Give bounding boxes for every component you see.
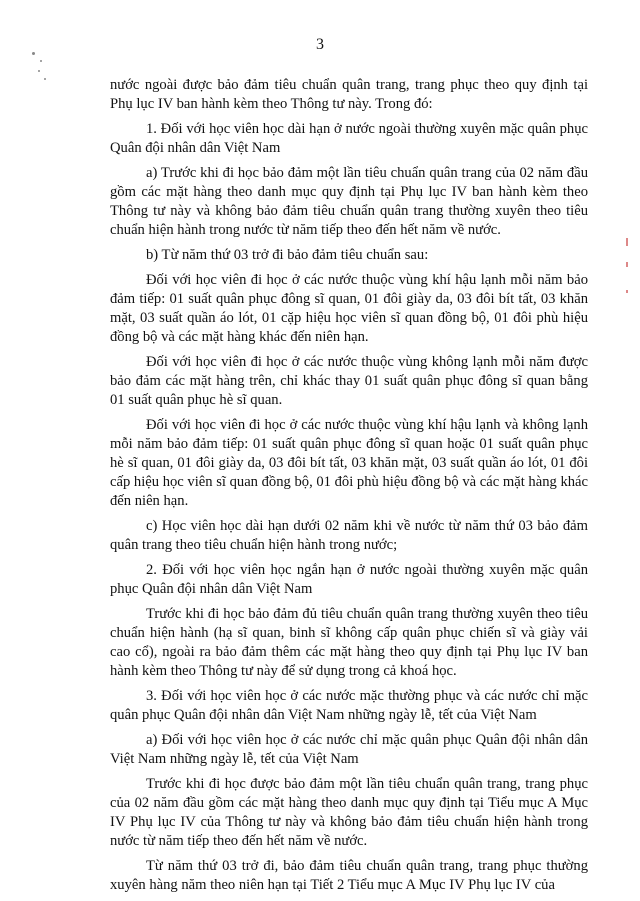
scan-speck xyxy=(32,52,35,55)
paragraph: Đối với học viên đi học ở các nước thuộc vùng khí hậu lạnh mỗi năm bảo đảm tiếp: 01 suất quân phục đông sĩ quan, 01 đôi giày da, 03 đôi bít tất, 03 khăn mặt, 03 suất quần áo lót, 01 cặp hiệu học viên sĩ quan đồng bộ, 01 đôi phù hiệu đồng bộ và các mặt hàng khác đến niên hạn. xyxy=(110,272,588,345)
paragraph: Trước khi đi học bảo đảm đủ tiêu chuẩn quân trang thường xuyên theo tiêu chuẩn hiện hành (hạ sĩ quan, binh sĩ không cấp quân phục chiến sĩ và giày vải cao cổ), ngoài ra bảo đảm thêm các mặt hàng theo quy định tại Phụ lục IV ban hành kèm theo Thông tư này để sử dụng trong cả khoá học. xyxy=(110,606,588,679)
paragraph: b) Từ năm thứ 03 trở đi bảo đảm tiêu chuẩn sau: xyxy=(146,247,429,263)
paragraph: a) Đối với học viên học ở các nước chỉ mặc quân phục Quân đội nhân dân Việt Nam những ngày lễ, tết của Việt Nam xyxy=(110,732,588,767)
scan-speck xyxy=(44,78,46,80)
section-heading-1: 1. Đối với học viên học dài hạn ở nước ngoài thường xuyên mặc quân phục Quân đội nhân dân Việt Nam xyxy=(110,121,588,156)
section-heading-3: 3. Đối với học viên học ở các nước mặc thường phục và các nước chỉ mặc quân phục Quân đội nhân dân Việt Nam những ngày lễ, tết của Việt Nam xyxy=(110,688,588,723)
margin-mark xyxy=(626,290,628,293)
paragraph: c) Học viên học dài hạn dưới 02 năm khi về nước từ năm thứ 03 bảo đảm quân trang theo tiêu chuẩn hiện hành trong nước; xyxy=(110,518,588,553)
section-heading-2: 2. Đối với học viên học ngắn hạn ở nước ngoài thường xuyên mặc quân phục Quân đội nhân dân Việt Nam xyxy=(110,562,588,597)
paragraph: Trước khi đi học được bảo đảm một lần tiêu chuẩn quân trang, trang phục của 02 năm đầu gồm các mặt hàng theo danh mục quy định tại Tiểu mục A Mục IV Phụ lục IV của Thông tư này và không bảo đảm tiêu chuẩn hiện hành trong nước từ năm tiếp theo đến hết năm về nước. xyxy=(110,776,588,849)
document-body xyxy=(110,76,588,901)
margin-mark xyxy=(626,238,628,246)
paragraph: Đối với học viên đi học ở các nước thuộc vùng khí hậu lạnh và không lạnh mỗi năm bảo đảm tiếp: 01 suất quân phục đông sĩ quan hoặc 01 suất quân phục hè sĩ quan, 01 đôi giày da, 03 đôi bít tất, 03 khăn mặt, 03 suất quần áo lót, 01 đôi cấp hiệu học viên sĩ quan đồng bộ, 01 đôi phù hiệu đồng bộ và các mặt hàng khác đến niên hạn. xyxy=(110,417,588,509)
paragraph: nước ngoài được bảo đảm tiêu chuẩn quân trang, trang phục theo quy định tại Phụ lục IV ban hành kèm theo Thông tư này. Trong đó: xyxy=(110,77,588,112)
paragraph: Từ năm thứ 03 trở đi, bảo đảm tiêu chuẩn quân trang, trang phục thường xuyên hàng năm theo niên hạn tại Tiết 2 Tiểu mục A Mục IV Phụ lục IV của xyxy=(110,858,588,893)
scan-speck xyxy=(38,70,40,72)
paragraph: Đối với học viên đi học ở các nước thuộc vùng không lạnh mỗi năm được bảo đảm các mặt hàng trên, chỉ khác thay 01 suất quân phục đông sĩ quan bằng 01 suất quân phục hè sĩ quan. xyxy=(110,354,588,408)
page-number: 3 xyxy=(316,36,324,53)
margin-mark xyxy=(626,262,628,267)
paragraph: a) Trước khi đi học bảo đảm một lần tiêu chuẩn quân trang của 02 năm đầu gồm các mặt hàng theo danh mục quy định tại Phụ lục IV ban hành kèm theo Thông tư này và không bảo đảm tiêu chuẩn quân trang thường xuyên theo tiêu chuẩn hiện hành trong nước từ năm tiếp theo đến hết năm về nước. xyxy=(110,165,588,238)
scan-speck xyxy=(40,60,42,62)
